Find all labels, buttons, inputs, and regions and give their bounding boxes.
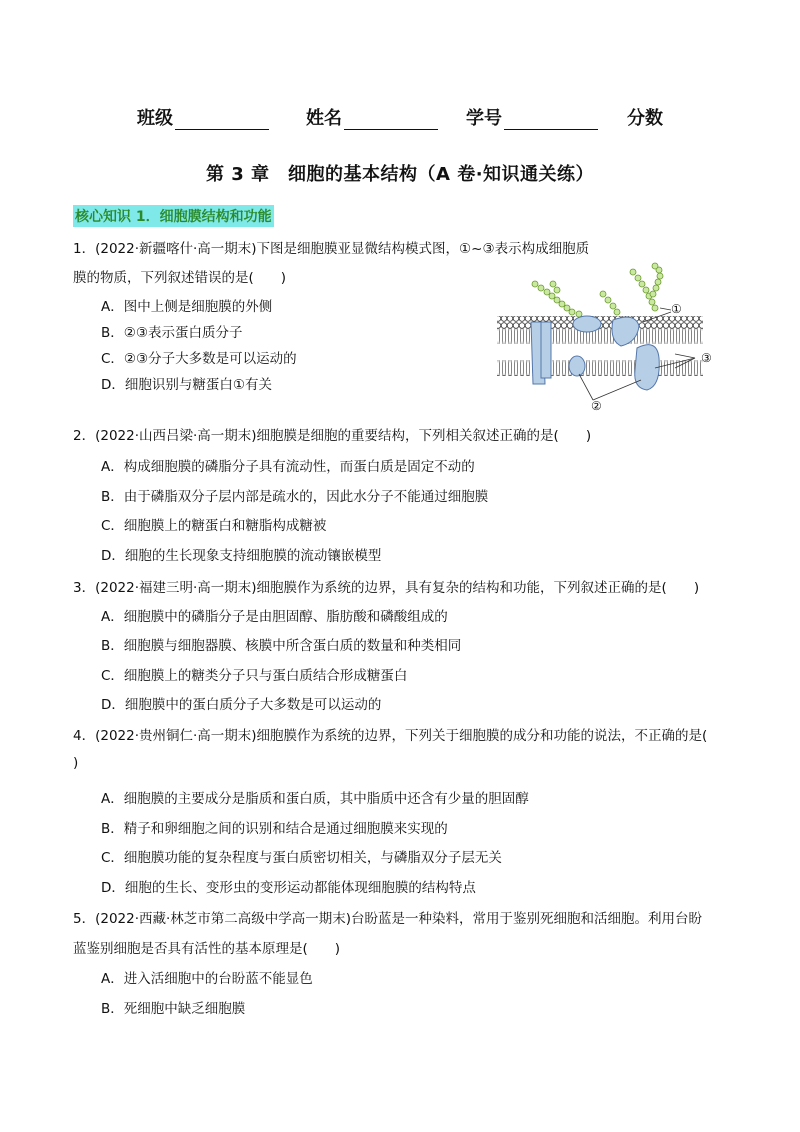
page-title: 第 3 章 细胞的基本结构（A 卷·知识通关练） bbox=[205, 164, 595, 185]
q4-option-c[interactable]: C．细胞膜功能的复杂程度与蛋白质密切相关，与磷脂双分子层无关 bbox=[101, 850, 502, 866]
name-blank[interactable] bbox=[344, 109, 438, 130]
label-1: ① bbox=[671, 302, 682, 316]
label-2: ② bbox=[591, 399, 602, 412]
q2-option-b[interactable]: B．由于磷脂双分子层内部是疏水的，因此水分子不能通过细胞膜 bbox=[101, 489, 489, 505]
q5-stem-line-1: 5．(2022·西藏·林芝市第二高级中学高一期末)台盼蓝是一种染料，常用于鉴别死细胞和活细胞。利用台盼 bbox=[73, 911, 703, 927]
q4-option-b[interactable]: B．精子和卵细胞之间的识别和结合是通过细胞膜来实现的 bbox=[101, 821, 448, 837]
student-id-field[interactable] bbox=[466, 104, 598, 130]
q3-option-c[interactable]: C．细胞膜上的糖类分子只与蛋白质结合形成糖蛋白 bbox=[101, 668, 408, 684]
q1-option-d[interactable]: D．细胞识别与糖蛋白①有关 bbox=[101, 377, 272, 393]
q4-option-a[interactable]: A．细胞膜的主要成分是脂质和蛋白质，其中脂质中还含有少量的胆固醇 bbox=[101, 791, 529, 807]
q5-option-b[interactable]: B．死细胞中缺乏细胞膜 bbox=[101, 1001, 246, 1017]
class-blank[interactable] bbox=[175, 109, 269, 130]
integral-protein-lower bbox=[635, 345, 660, 390]
q2-option-d[interactable]: D．细胞的生长现象支持细胞膜的流动镶嵌模型 bbox=[101, 548, 382, 564]
class-field[interactable] bbox=[137, 104, 269, 130]
score-label: 分数 bbox=[627, 108, 663, 129]
section-heading: 核心知识 1．细胞膜结构和功能 bbox=[73, 205, 274, 227]
q3-option-d[interactable]: D．细胞膜中的蛋白质分子大多数是可以运动的 bbox=[101, 697, 382, 713]
q5-option-a[interactable]: A．进入活细胞中的台盼蓝不能显色 bbox=[101, 971, 313, 987]
q1-option-c[interactable]: C．②③分子大多数是可以运动的 bbox=[101, 351, 297, 367]
cell-membrane-diagram bbox=[495, 262, 735, 412]
student-id-label: 学号 bbox=[466, 108, 502, 129]
name-field[interactable] bbox=[306, 104, 438, 130]
q1-stem-line-1: 1．(2022·新疆喀什·高一期末)下图是细胞膜亚显微结构模式图，①~③表示构成细胞质 bbox=[73, 241, 590, 257]
q5-stem-line-2: 蓝鉴别细胞是否具有活性的基本原理是( ) bbox=[73, 941, 341, 957]
q2-option-c[interactable]: C．细胞膜上的糖蛋白和糖脂构成糖被 bbox=[101, 518, 327, 534]
q4-option-d[interactable]: D．细胞的生长、变形虫的变形运动都能体现细胞膜的结构特点 bbox=[101, 880, 476, 896]
score-field bbox=[627, 104, 663, 130]
info-header bbox=[0, 104, 800, 134]
q3-stem: 3．(2022·福建三明·高一期末)细胞膜作为系统的边界，具有复杂的结构和功能，下列叙述正确的是( ) bbox=[73, 580, 700, 596]
q4-stem-line-1: 4．(2022·贵州铜仁·高一期末)细胞膜作为系统的边界，下列关于细胞膜的成分和功能的说法，不正确的是( bbox=[73, 728, 708, 744]
name-label: 姓名 bbox=[306, 108, 342, 129]
peripheral-protein bbox=[573, 316, 601, 332]
q1-option-b[interactable]: B．②③表示蛋白质分子 bbox=[101, 325, 243, 341]
class-label: 班级 bbox=[137, 108, 173, 129]
label-3: ③ bbox=[701, 351, 712, 365]
q1-option-a[interactable]: A．图中上侧是细胞膜的外侧 bbox=[101, 299, 273, 315]
q3-option-a[interactable]: A．细胞膜中的磷脂分子是由胆固醇、脂肪酸和磷酸组成的 bbox=[101, 609, 448, 625]
glycocalyx-chains bbox=[532, 263, 663, 317]
q3-option-b[interactable]: B．细胞膜与细胞器膜、核膜中所含蛋白质的数量和种类相同 bbox=[101, 638, 462, 654]
q2-option-a[interactable]: A．构成细胞膜的磷脂分子具有流动性，而蛋白质是固定不动的 bbox=[101, 459, 475, 475]
q2-stem: 2．(2022·山西吕梁·高一期末)细胞膜是细胞的重要结构，下列相关叙述正确的是( ) bbox=[73, 428, 592, 444]
student-id-blank[interactable] bbox=[504, 109, 598, 130]
q1-stem-line-2: 膜的物质，下列叙述错误的是( ) bbox=[73, 270, 287, 286]
q4-stem-line-2: ) bbox=[73, 755, 79, 771]
